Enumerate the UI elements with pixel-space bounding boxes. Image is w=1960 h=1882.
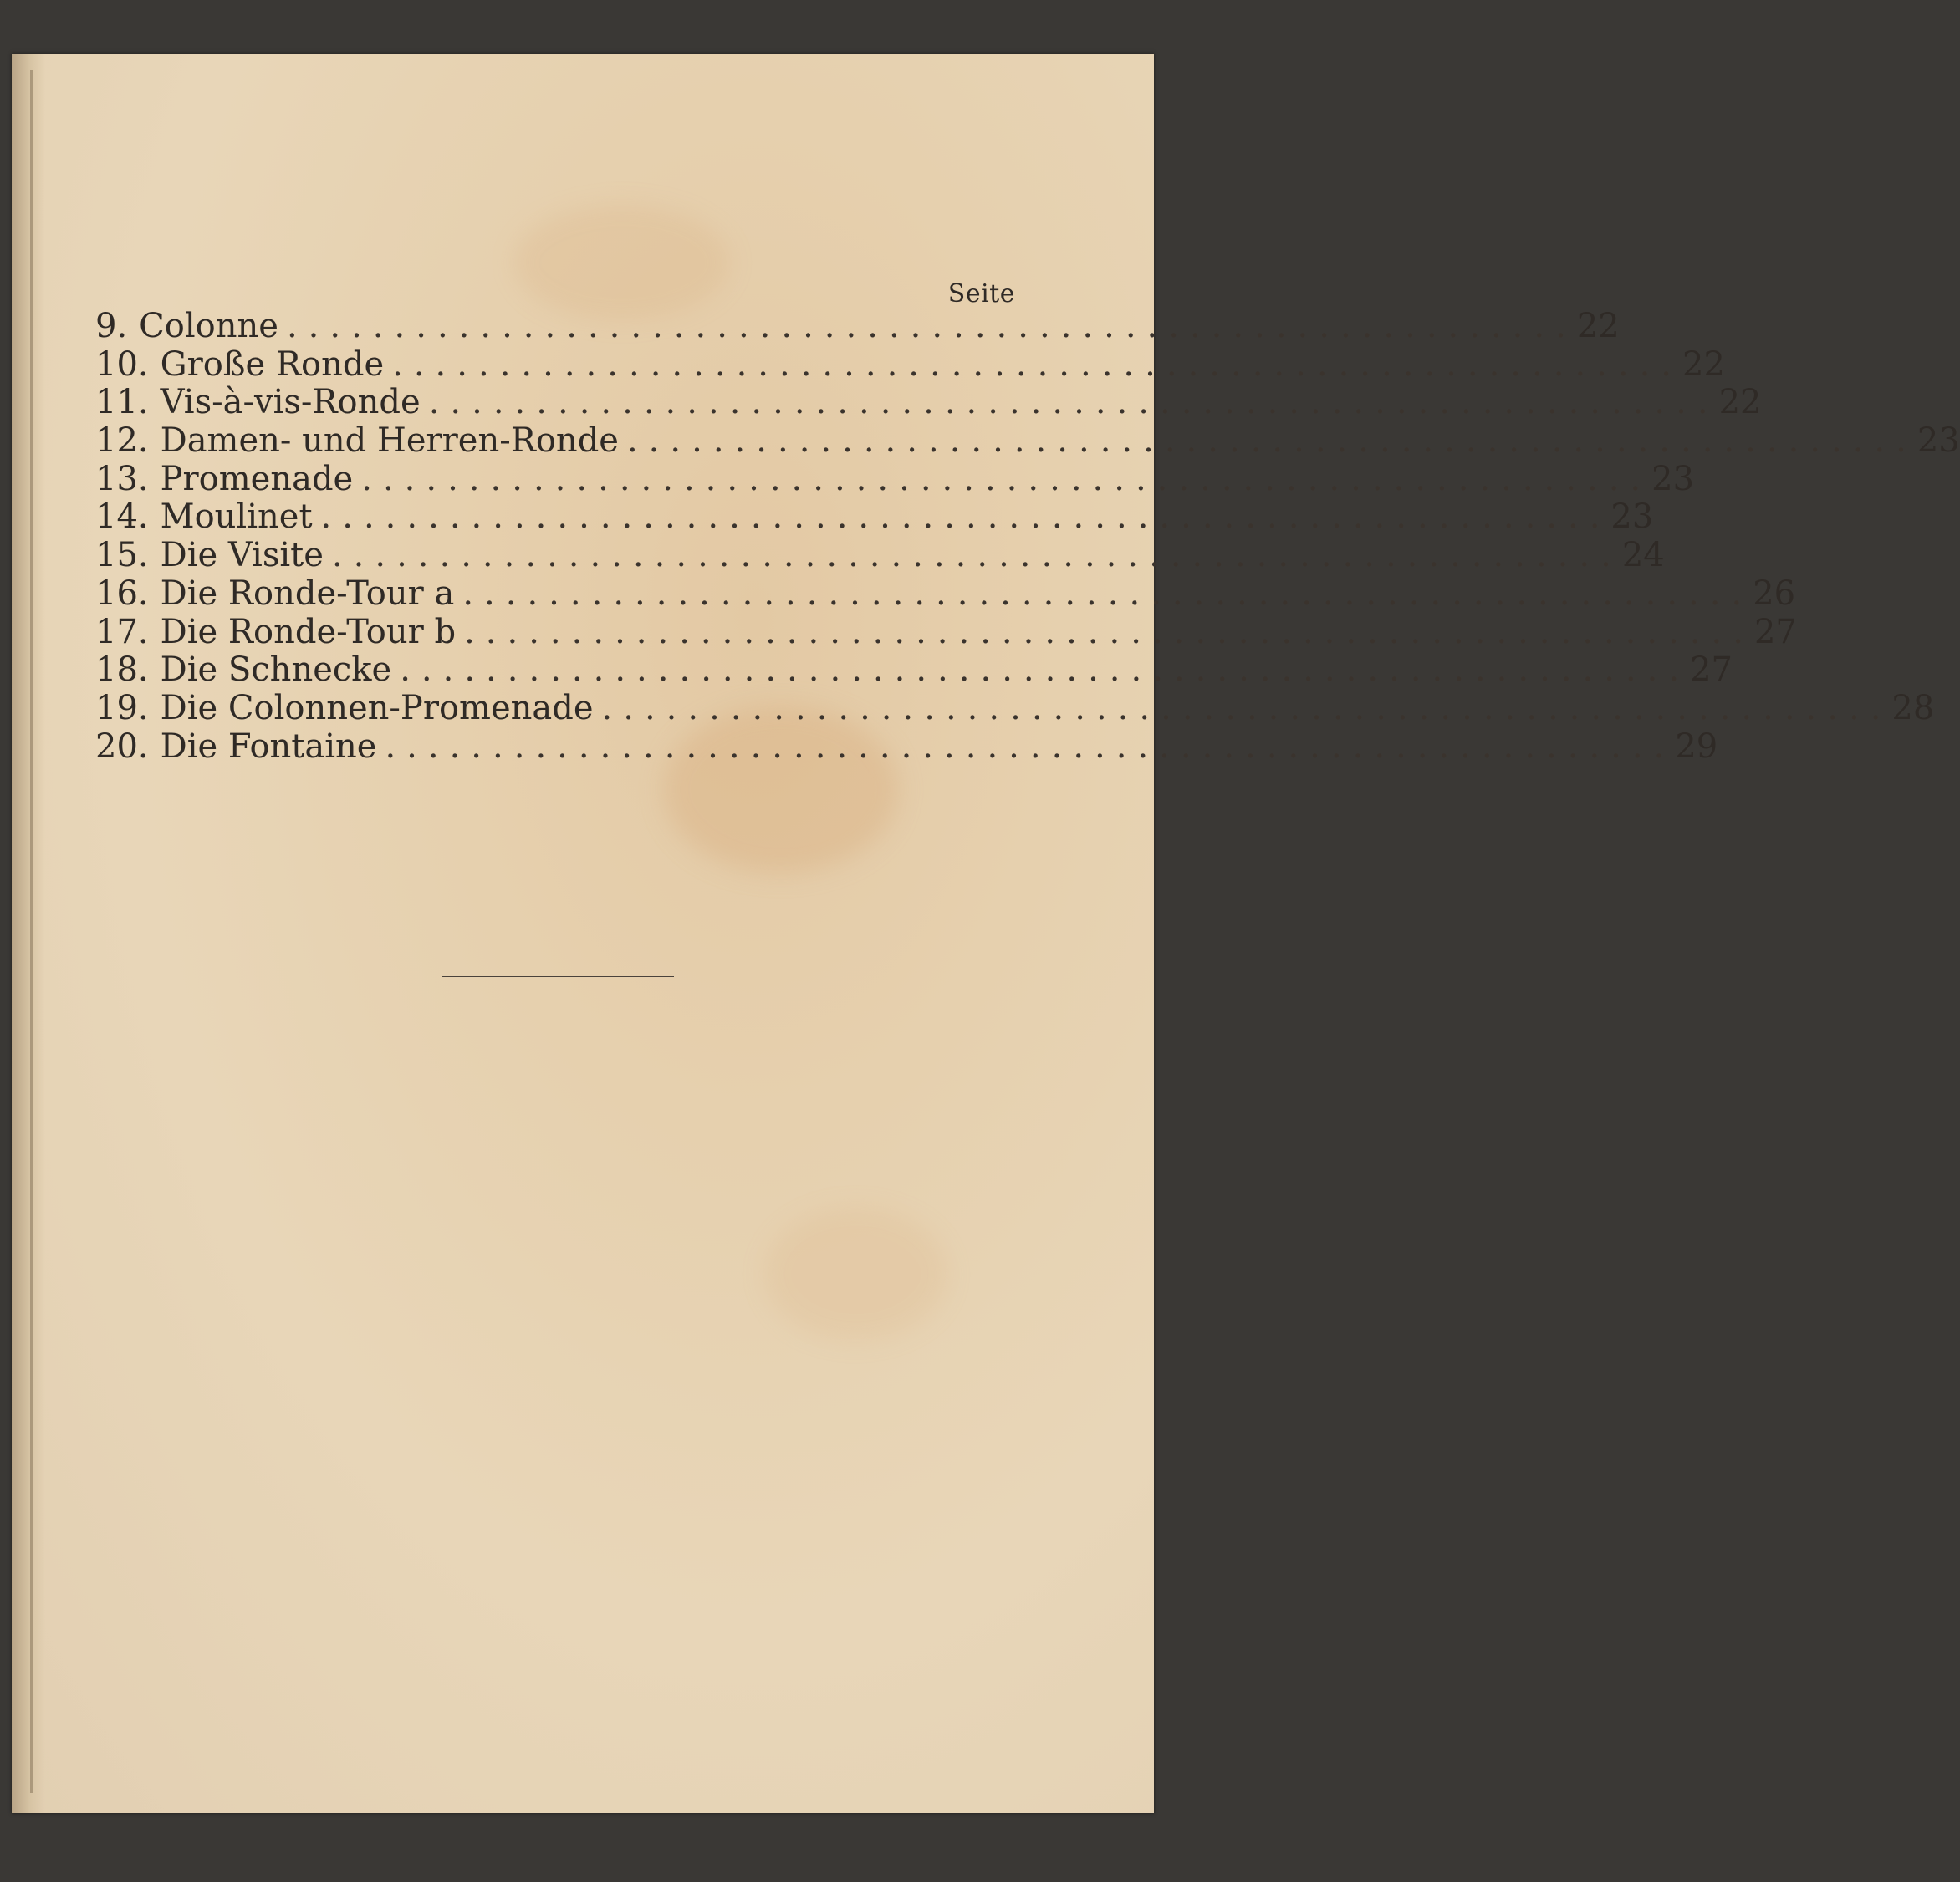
entry-title: Die Colonnen-Promenade	[160, 688, 594, 727]
entry-title: Damen- und Herren-Ronde	[160, 421, 619, 461]
dot-leader: ............................................................	[331, 536, 1622, 575]
dot-leader: ............................................................	[462, 574, 1753, 613]
entry-page: 29	[1675, 727, 1718, 766]
toc-row	[95, 344, 1725, 385]
entry-page: 28	[1891, 688, 1935, 727]
entry-number: 15.	[95, 536, 149, 575]
entry-page: 23	[1610, 497, 1654, 537]
entry-number: 16.	[95, 574, 149, 613]
book-page	[12, 54, 1960, 1813]
entry-number: 20.	[95, 727, 149, 766]
toc-row	[95, 536, 1665, 575]
entry-title: Die Ronde-Tour b	[160, 612, 457, 651]
toc-row	[95, 383, 1762, 422]
entry-title: Die Fontaine	[160, 727, 377, 766]
entry-number: 14.	[95, 497, 149, 537]
entry-number: 17.	[95, 612, 149, 651]
entry-page: 22	[1682, 344, 1725, 384]
spine-line	[30, 70, 33, 1793]
entry-page: 24	[1621, 536, 1665, 575]
entry-page: 23	[1651, 459, 1695, 498]
entry-number: 19.	[95, 688, 149, 727]
toc-row	[95, 459, 1695, 499]
toc-row	[95, 421, 1960, 461]
entry-title: Große Ronde	[160, 344, 385, 384]
toc-row	[95, 497, 1654, 537]
dot-leader: ............................................................	[601, 688, 1892, 727]
entry-page: 27	[1753, 612, 1797, 651]
dot-leader: ............................................................	[361, 459, 1652, 498]
entry-page: 27	[1690, 650, 1733, 690]
entry-title: Promenade	[160, 459, 354, 498]
dot-leader: ............................................................	[428, 383, 1719, 422]
entry-number: 13.	[95, 459, 149, 498]
toc-row	[95, 612, 1797, 652]
dot-leader: ............................................................	[400, 650, 1691, 690]
toc-list	[95, 307, 1960, 766]
dot-leader: ............................................................	[286, 307, 1577, 345]
dot-leader: ............................................................	[385, 727, 1676, 766]
entry-page: 26	[1753, 574, 1796, 613]
page-gutter	[12, 54, 45, 1813]
separator-rule	[442, 976, 674, 977]
dot-leader: ............................................................	[320, 497, 1611, 537]
toc-row	[95, 727, 1718, 767]
entry-title: Die Ronde-Tour a	[160, 574, 455, 613]
entry-number: 9.	[95, 307, 128, 345]
entry-page: 22	[1576, 307, 1620, 345]
entry-title: Vis-à-vis-Ronde	[160, 383, 421, 422]
dot-leader: ............................................................	[392, 344, 1683, 384]
entry-title: Die Schnecke	[160, 650, 392, 690]
entry-page: 23	[1917, 421, 1960, 461]
entry-title: Colonne	[139, 307, 278, 345]
paper-stain	[513, 204, 731, 321]
entry-title: Die Visite	[160, 536, 324, 575]
entry-number: 11.	[95, 383, 149, 422]
entry-number: 12.	[95, 421, 149, 461]
toc-row	[95, 307, 1620, 346]
entry-title: Moulinet	[160, 497, 313, 537]
dot-leader: ............................................................	[464, 612, 1754, 651]
entry-page: 22	[1718, 383, 1762, 422]
toc-row	[95, 574, 1796, 614]
dot-leader: ............................................................	[626, 421, 1917, 461]
toc-row	[95, 688, 1935, 728]
entry-number: 10.	[95, 344, 149, 384]
paper-stain	[764, 1207, 948, 1341]
page-column-label: Seite	[947, 279, 1015, 309]
toc-row	[95, 650, 1733, 690]
entry-number: 18.	[95, 650, 149, 690]
